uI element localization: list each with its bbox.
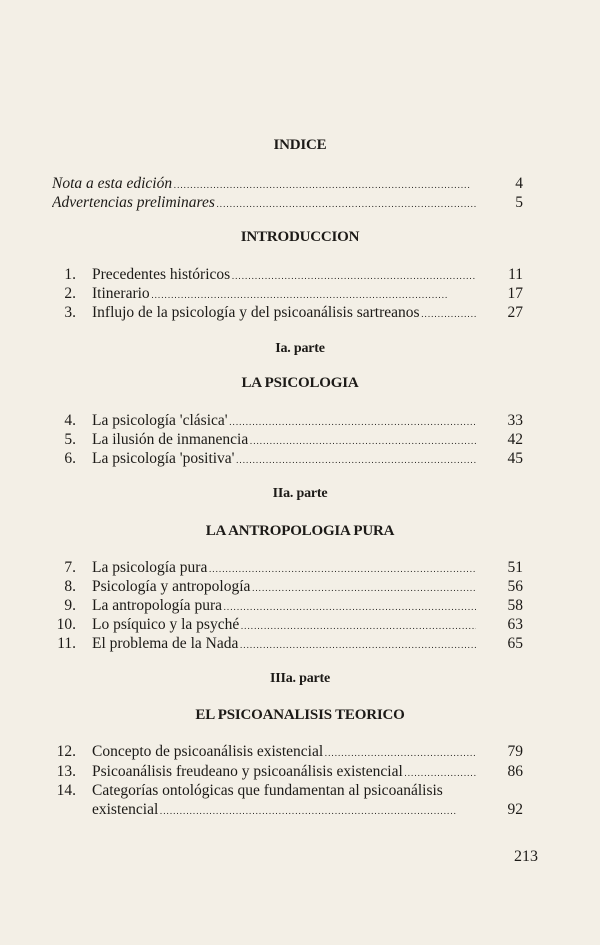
toc-entry-title: Nota a esta edición . . . (52, 174, 476, 195)
toc-entry-number: 12. (56, 743, 76, 760)
toc-entry-page: 45 (507, 450, 523, 467)
toc-entry-number: 3. (64, 304, 76, 321)
toc-entry-title: El problema de la Nada . . . (92, 634, 476, 655)
toc-entry-number: 8. (64, 578, 76, 595)
toc-entry-title: Precedentes históricos . . . (92, 265, 476, 286)
toc-entry-page: 17 (507, 285, 523, 302)
toc-entry (0, 577, 600, 597)
toc-entry (0, 615, 600, 635)
toc-entry-title: La ilusión de inmanencia . . . (92, 430, 476, 451)
toc-entry-title: La psicología pura . . . (92, 558, 476, 579)
toc-entry (0, 265, 600, 285)
toc-entry-page: 58 (507, 597, 523, 614)
toc-entry-title-cont: existencial . . . (92, 800, 476, 821)
toc-entry-number: 7. (64, 559, 76, 576)
toc-entry-title: La antropología pura . . . (92, 596, 476, 617)
page-number: 213 (514, 848, 538, 865)
toc-entry-page: 79 (507, 743, 523, 760)
toc-entry-title: La psicología 'clásica' . . . (92, 411, 476, 432)
toc-entry (0, 303, 600, 323)
toc-entry (0, 284, 600, 304)
toc-entry-page: 86 (507, 763, 523, 780)
toc-entry-title: Concepto de psicoanálisis existencial . . . (92, 742, 476, 763)
toc-entry-page: 4 (515, 175, 523, 192)
toc-entry (0, 430, 600, 450)
toc-entry-number: 6. (64, 450, 76, 467)
toc-entry-page: 92 (507, 801, 523, 818)
toc-entry-title: Psicoanálisis freudeano y psicoanálisis existencial . . . (92, 762, 476, 783)
toc-entry (0, 449, 600, 469)
toc-entry-title: Psicología y antropología . . . (92, 577, 476, 598)
toc-entry-number: 10. (56, 616, 76, 633)
toc-entry-page: 63 (507, 616, 523, 633)
toc-entry-page: 51 (507, 559, 523, 576)
toc-entry-number: 9. (64, 597, 76, 614)
toc-entry-page: 65 (507, 635, 523, 652)
toc-entry-title: Influjo de la psicología y del psicoanálisis sartreanos . . . (92, 303, 476, 324)
toc-entry (0, 596, 600, 616)
toc-entry (0, 742, 600, 762)
part-label-2: IIa. parte (272, 486, 328, 501)
toc-entry-title: Itinerario . . . (92, 284, 476, 305)
toc-entry-number: 11. (57, 635, 76, 652)
toc-entry-number: 2. (64, 285, 76, 302)
part-label-3: IIIa. parte (269, 671, 331, 686)
toc-entry (0, 411, 600, 431)
toc-entry-front-note (0, 174, 600, 194)
toc-entry-number: 13. (56, 763, 76, 780)
section-heading-intro: INTRODUCCION (240, 229, 360, 245)
toc-entry (0, 781, 600, 801)
toc-entry-number: 1. (64, 266, 76, 283)
index-heading: INDICE (273, 137, 327, 153)
section-heading-part3: EL PSICOANALISIS TEORICO (195, 707, 405, 723)
section-heading-part2: LA ANTROPOLOGIA PURA (205, 523, 395, 539)
toc-entry-page: 27 (507, 304, 523, 321)
toc-entry (0, 558, 600, 578)
toc-entry-continuation (0, 800, 600, 820)
part-label-1: Ia. parte (275, 341, 325, 356)
section-heading-part1: LA PSICOLOGIA (241, 375, 359, 391)
toc-entry-front-warnings (0, 193, 600, 213)
toc-entry (0, 762, 600, 782)
toc-entry (0, 634, 600, 654)
toc-entry-title: Advertencias preliminares . . . (52, 193, 476, 214)
toc-entry-page: 56 (507, 578, 523, 595)
toc-entry-page: 33 (507, 412, 523, 429)
toc-entry-title: Categorías ontológicas que fundamentan al psicoanálisis (92, 782, 443, 799)
toc-entry-number: 14. (56, 782, 76, 799)
toc-entry-number: 4. (64, 412, 76, 429)
toc-entry-page: 5 (515, 194, 523, 211)
toc-entry-title: Lo psíquico y la psyché . . . (92, 615, 476, 636)
toc-entry-number: 5. (64, 431, 76, 448)
toc-entry-title: La psicología 'positiva' . . . (92, 449, 476, 470)
toc-entry-page: 42 (507, 431, 523, 448)
toc-entry-page: 11 (508, 266, 523, 283)
